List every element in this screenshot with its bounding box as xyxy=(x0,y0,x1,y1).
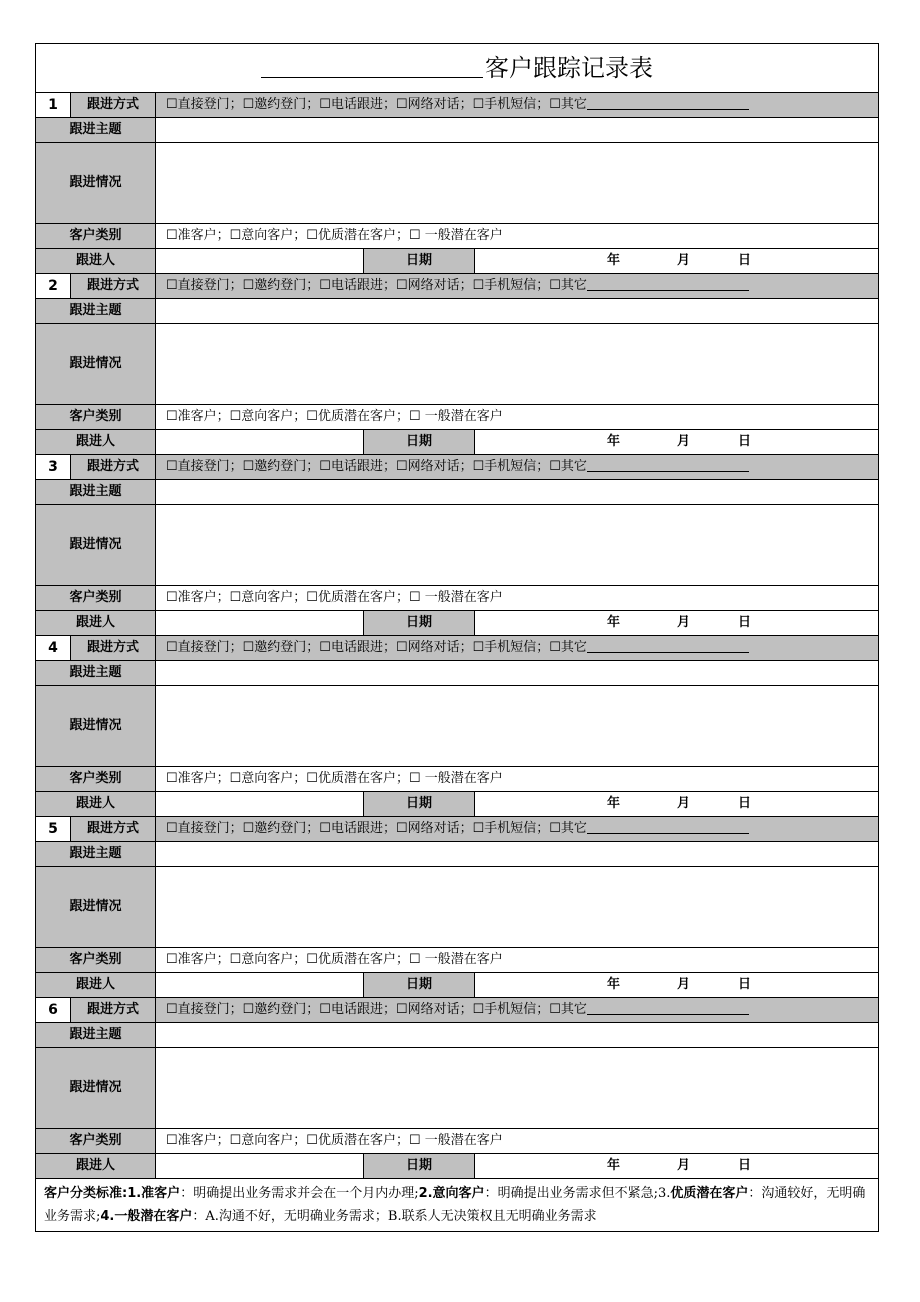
method-options-text: ☐直接登门；☐邀约登门；☐电话跟进；☐网络对话；☐手机短信；☐其它 xyxy=(166,97,587,112)
method-row-3 xyxy=(36,455,879,480)
note-c3-text: ：沟通较好，无明确业务需求; xyxy=(44,1186,866,1224)
person-field[interactable] xyxy=(156,973,364,998)
category-label: 客户类别 xyxy=(36,405,156,430)
category-label: 客户类别 xyxy=(36,1129,156,1154)
topic-row xyxy=(36,118,879,143)
category-label: 客户类别 xyxy=(36,767,156,792)
month-label: 月 xyxy=(677,796,691,811)
category-row xyxy=(36,767,879,792)
method-options[interactable] xyxy=(156,93,879,118)
month-label: 月 xyxy=(677,977,691,992)
date-label: 日期 xyxy=(364,430,475,455)
topic-field[interactable] xyxy=(156,118,879,143)
person-row xyxy=(36,792,879,817)
method-row-4 xyxy=(36,636,879,661)
record-number: 5 xyxy=(36,817,71,842)
method-options[interactable] xyxy=(156,455,879,480)
topic-label: 跟进主题 xyxy=(36,1023,156,1048)
date-field[interactable] xyxy=(475,792,879,817)
topic-row xyxy=(36,1023,879,1048)
situation-field[interactable] xyxy=(156,324,879,405)
category-options[interactable]: ☐准客户；☐意向客户；☐优质潜在客户；☐ 一般潜在客户 xyxy=(156,405,879,430)
category-label: 客户类别 xyxy=(36,586,156,611)
person-label: 跟进人 xyxy=(36,792,156,817)
note-c3-label: 优质潜在客户 xyxy=(670,1186,749,1201)
other-blank-line[interactable] xyxy=(587,638,749,653)
method-label: 跟进方式 xyxy=(71,274,156,299)
person-row xyxy=(36,1154,879,1179)
method-label: 跟进方式 xyxy=(71,93,156,118)
person-row xyxy=(36,430,879,455)
date-field[interactable] xyxy=(475,611,879,636)
note-c2-text: ：明确提出业务需求但不紧急;3. xyxy=(484,1186,671,1201)
day-label: 日 xyxy=(738,253,752,268)
date-field[interactable] xyxy=(475,430,879,455)
date-label: 日期 xyxy=(364,249,475,274)
category-row xyxy=(36,586,879,611)
topic-label: 跟进主题 xyxy=(36,661,156,686)
note-heading: 客户分类标准: xyxy=(44,1186,128,1201)
method-options[interactable] xyxy=(156,998,879,1023)
page-title: 客户跟踪记录表 xyxy=(485,54,654,82)
situation-field[interactable] xyxy=(156,143,879,224)
day-label: 日 xyxy=(738,977,752,992)
title-blank-line[interactable] xyxy=(261,47,483,78)
person-label: 跟进人 xyxy=(36,611,156,636)
situation-field[interactable] xyxy=(156,686,879,767)
date-label: 日期 xyxy=(364,973,475,998)
topic-label: 跟进主题 xyxy=(36,299,156,324)
situation-row xyxy=(36,1048,879,1129)
method-options-text: ☐直接登门；☐邀约登门；☐电话跟进；☐网络对话；☐手机短信；☐其它 xyxy=(166,459,587,474)
date-field[interactable] xyxy=(475,973,879,998)
topic-row xyxy=(36,842,879,867)
situation-label: 跟进情况 xyxy=(36,324,156,405)
person-field[interactable] xyxy=(156,611,364,636)
record-number: 2 xyxy=(36,274,71,299)
situation-label: 跟进情况 xyxy=(36,1048,156,1129)
person-field[interactable] xyxy=(156,430,364,455)
day-label: 日 xyxy=(738,434,752,449)
date-label: 日期 xyxy=(364,1154,475,1179)
method-options-text: ☐直接登门；☐邀约登门；☐电话跟进；☐网络对话；☐手机短信；☐其它 xyxy=(166,1002,587,1017)
note-c2-label: 2.意向客户 xyxy=(418,1186,485,1201)
method-row-1 xyxy=(36,93,879,118)
day-label: 日 xyxy=(738,615,752,630)
year-label: 年 xyxy=(607,796,621,811)
category-row xyxy=(36,1129,879,1154)
day-label: 日 xyxy=(738,1158,752,1173)
situation-row xyxy=(36,867,879,948)
method-label: 跟进方式 xyxy=(71,817,156,842)
category-row xyxy=(36,405,879,430)
situation-label: 跟进情况 xyxy=(36,143,156,224)
method-row-2 xyxy=(36,274,879,299)
situation-row xyxy=(36,324,879,405)
category-options[interactable]: ☐准客户；☐意向客户；☐优质潜在客户；☐ 一般潜在客户 xyxy=(156,1129,879,1154)
person-label: 跟进人 xyxy=(36,249,156,274)
category-options[interactable]: ☐准客户；☐意向客户；☐优质潜在客户；☐ 一般潜在客户 xyxy=(156,586,879,611)
topic-label: 跟进主题 xyxy=(36,118,156,143)
topic-label: 跟进主题 xyxy=(36,480,156,505)
person-field[interactable] xyxy=(156,249,364,274)
method-options-text: ☐直接登门；☐邀约登门；☐电话跟进；☐网络对话；☐手机短信；☐其它 xyxy=(166,821,587,836)
date-label: 日期 xyxy=(364,611,475,636)
person-row xyxy=(36,249,879,274)
other-blank-line[interactable] xyxy=(587,819,749,834)
day-label: 日 xyxy=(738,796,752,811)
person-field[interactable] xyxy=(156,792,364,817)
record-number: 3 xyxy=(36,455,71,480)
situation-row xyxy=(36,505,879,586)
topic-row xyxy=(36,480,879,505)
month-label: 月 xyxy=(677,253,691,268)
note-c4-label: 4.一般潜在客户 xyxy=(100,1209,193,1224)
method-options[interactable] xyxy=(156,636,879,661)
category-options[interactable]: ☐准客户；☐意向客户；☐优质潜在客户；☐ 一般潜在客户 xyxy=(156,948,879,973)
person-label: 跟进人 xyxy=(36,973,156,998)
tracking-sheet xyxy=(35,43,878,1232)
other-blank-line[interactable] xyxy=(587,457,749,472)
classification-note xyxy=(36,1179,879,1232)
category-row xyxy=(36,224,879,249)
method-options[interactable] xyxy=(156,274,879,299)
situation-label: 跟进情况 xyxy=(36,505,156,586)
situation-row xyxy=(36,686,879,767)
topic-row xyxy=(36,299,879,324)
situation-field[interactable] xyxy=(156,505,879,586)
category-options[interactable]: ☐准客户；☐意向客户；☐优质潜在客户；☐ 一般潜在客户 xyxy=(156,224,879,249)
year-label: 年 xyxy=(607,615,621,630)
topic-field[interactable] xyxy=(156,661,879,686)
month-label: 月 xyxy=(677,434,691,449)
method-row-5 xyxy=(36,817,879,842)
note-c1-label: 1.准客户 xyxy=(127,1186,181,1201)
situation-label: 跟进情况 xyxy=(36,867,156,948)
category-label: 客户类别 xyxy=(36,948,156,973)
date-field[interactable] xyxy=(475,249,879,274)
topic-label: 跟进主题 xyxy=(36,842,156,867)
person-field[interactable] xyxy=(156,1154,364,1179)
situation-label: 跟进情况 xyxy=(36,686,156,767)
other-blank-line[interactable] xyxy=(587,276,749,291)
month-label: 月 xyxy=(677,1158,691,1173)
situation-field[interactable] xyxy=(156,867,879,948)
other-blank-line[interactable] xyxy=(587,1000,749,1015)
category-row xyxy=(36,948,879,973)
topic-field[interactable] xyxy=(156,480,879,505)
person-row xyxy=(36,611,879,636)
record-number: 1 xyxy=(36,93,71,118)
month-label: 月 xyxy=(677,615,691,630)
method-label: 跟进方式 xyxy=(71,998,156,1023)
method-options[interactable] xyxy=(156,817,879,842)
year-label: 年 xyxy=(607,977,621,992)
method-options-text: ☐直接登门；☐邀约登门；☐电话跟进；☐网络对话；☐手机短信；☐其它 xyxy=(166,640,587,655)
year-label: 年 xyxy=(607,434,621,449)
year-label: 年 xyxy=(607,253,621,268)
method-row-6 xyxy=(36,998,879,1023)
category-label: 客户类别 xyxy=(36,224,156,249)
situation-field[interactable] xyxy=(156,1048,879,1129)
note-c4-text: ：A.沟通不好，无明确业务需求；B.联系人无决策权且无明确业务需求 xyxy=(192,1209,597,1224)
record-number: 6 xyxy=(36,998,71,1023)
topic-field[interactable] xyxy=(156,299,879,324)
date-field[interactable] xyxy=(475,1154,879,1179)
method-options-text: ☐直接登门；☐邀约登门；☐电话跟进；☐网络对话；☐手机短信；☐其它 xyxy=(166,278,587,293)
year-label: 年 xyxy=(607,1158,621,1173)
category-options[interactable]: ☐准客户；☐意向客户；☐优质潜在客户；☐ 一般潜在客户 xyxy=(156,767,879,792)
situation-row xyxy=(36,143,879,224)
method-label: 跟进方式 xyxy=(71,455,156,480)
title-cell xyxy=(36,44,879,93)
other-blank-line[interactable] xyxy=(587,95,749,110)
person-label: 跟进人 xyxy=(36,1154,156,1179)
person-row xyxy=(36,973,879,998)
date-label: 日期 xyxy=(364,792,475,817)
topic-field[interactable] xyxy=(156,1023,879,1048)
topic-field[interactable] xyxy=(156,842,879,867)
note-c1-text: ：明确提出业务需求并会在一个月内办理; xyxy=(180,1186,419,1201)
record-number: 4 xyxy=(36,636,71,661)
tracking-table xyxy=(35,43,879,1232)
person-label: 跟进人 xyxy=(36,430,156,455)
method-label: 跟进方式 xyxy=(71,636,156,661)
topic-row xyxy=(36,661,879,686)
